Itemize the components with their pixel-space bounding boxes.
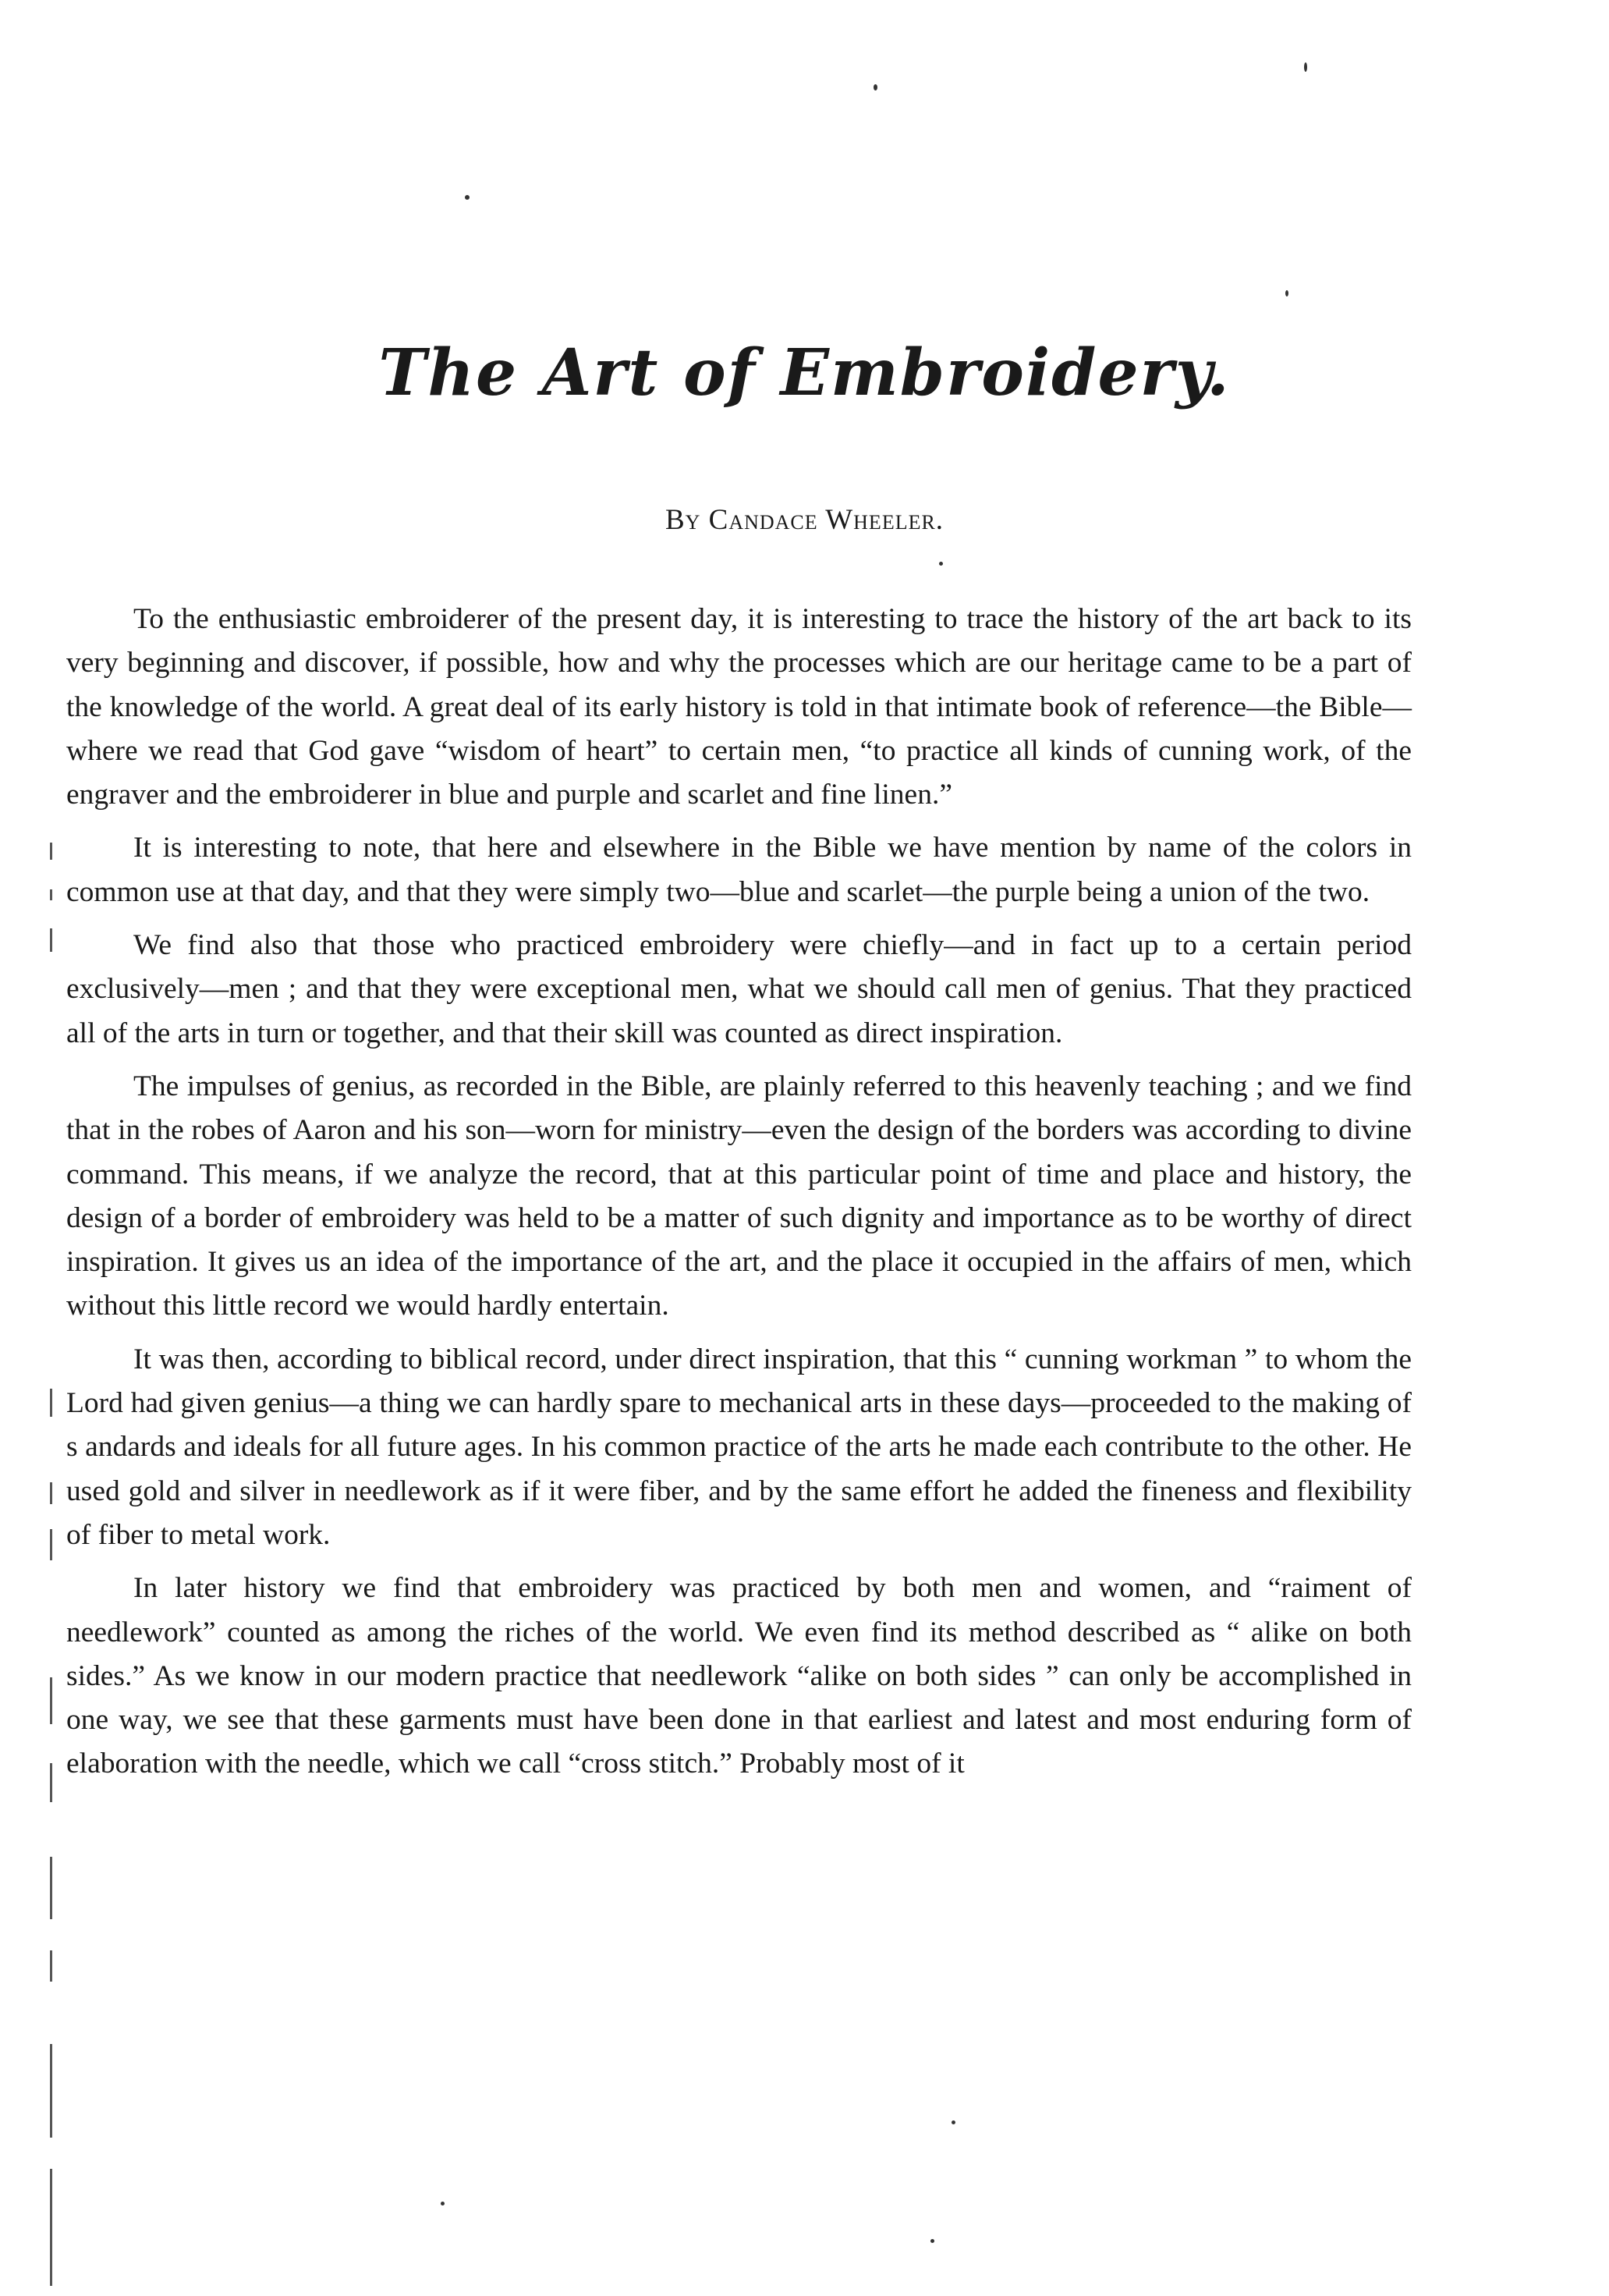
scan-speck [1304,62,1307,72]
paragraph-6: In later history we find that embroidery was practiced by both men and women, and “raiment of needlework” counted as among the riches of the world. We even find its method described as “ alike on both sides.” As we know in our modern practice that needlework “alike on both sides ” can only be accomplished in one way, we see that these garments must have been done in that earliest and latest and most enduring form of elaboration with the needle, which we call “cross stitch.” Probably most of it [66,1572,1412,1780]
article-title: The Art of Embroidery. [378,335,1231,410]
author-byline: By Candace Wheeler. [665,504,944,536]
scan-speck [930,2239,934,2243]
paragraph-2: It is interesting to note, that here and elsewhere in the Bible we have mention by name of the colors in common use at that day, and that they were simply two—blue and scarlet—the purple being a union of the two. [66,832,1412,908]
paragraph-1: To the enthusiastic embroiderer of the present day, it is interesting to trace the history of the art back to its very beginning and discover, if possible, how and why the processes which are our heritage came to be a part of the knowledge of the world. A great deal of its early history is told in that intimate book of reference—the Bible—where we read that God gave “wisdom of heart” to certain men, “to practice all kinds of cunning work, of the engraver and the embroiderer in blue and purple and scarlet and fine linen.” [66,603,1412,811]
scan-speck [939,562,943,566]
scan-speck [874,84,877,90]
scan-speck [1285,290,1288,296]
paragraph-4: The impulses of genius, as recorded in the Bible, are plainly referred to this heavenly teaching ; and we find that in the robes of Aaron and his son—worn for ministry—even the design of the borders was according to divine command. This means, if we analyze the record, that at this particular point of time and place and history, the design of a border of embroidery was held to be a matter of such dignity and importance as to be worthy of direct inspiration. It gives us an idea of the importance of the art, and the place it occupied in the affairs of men, which without this little record we would hardly entertain. [66,1070,1412,1322]
scan-speck [441,2202,445,2206]
binding-edge-marks [45,843,58,2294]
scan-speck [465,195,470,200]
paragraph-5: It was then, according to biblical record, under direct inspiration, that this “ cunning workman ” to whom the Lord had given genius—a thing we can hardly spare to mechanical arts in these days—proceeded to the making of s andards and ideals for all future ages. In his common practice of the arts he made each contribute to the other. He used gold and silver in needlework as if it were fiber, and by the same effort he added the fineness and flexibility of fiber to metal work. [66,1343,1412,1551]
article-body [66,598,1412,1796]
paragraph-3: We find also that those who practiced embroidery were chiefly—and in fact up to a certain period exclusively—men ; and that they were exceptional men, what we should call men of genius. That they practiced all of the arts in turn or together, and that their skill was counted as direct inspiration. [66,929,1412,1049]
scan-speck [952,2120,955,2124]
